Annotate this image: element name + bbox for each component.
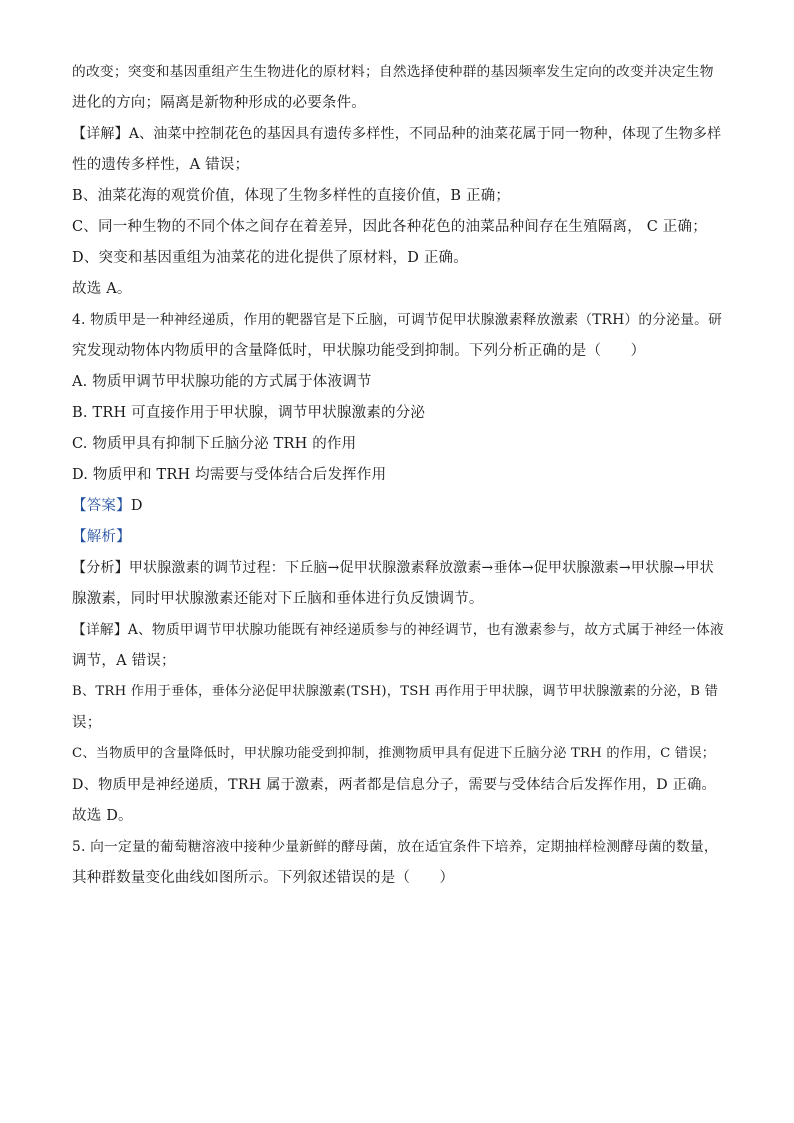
analysis-tail-line-1: 的改变；突变和基因重组产生生物进化的原材料；自然选择使种群的基因频率发生定向的改变并决定生物 (72, 64, 714, 80)
q4-analysis-line-2: 腺激素，同时甲状腺激素还能对下丘脑和垂体进行负反馈调节。 (72, 591, 484, 607)
prev-detail-d: D、突变和基因重组为油菜花的进化提供了原材料，D 正确。 (72, 250, 468, 266)
q4-detail-b-line-1: B、TRH 作用于垂体，垂体分泌促甲状腺激素(TSH)，TSH 再作用于甲状腺，调节甲状腺激素的分泌，B 错 (72, 684, 719, 699)
q4-stem-line-1: 4. 物质甲是一种神经递质，作用的靶器官是下丘脑，可调节促甲状腺激素释放激素（TRH）的分泌量。研 (72, 312, 723, 328)
q4-detail-a-line-1 (72, 620, 724, 640)
q4-stem-line-2: 究发现动物体内物质甲的含量降低时，甲状腺功能受到抑制。下列分析正确的是（ ） (72, 343, 646, 359)
q4-detail-b-line-2: 误； (72, 715, 102, 731)
explain-label: 【解析】 (72, 529, 131, 545)
prev-choice: 故选 A。 (72, 281, 132, 297)
q5-stem-line-1: 5. 向一定量的葡萄糖溶液中接种少量新鲜的酵母菌，放在适宜条件下培养，定期抽样检测酵母菌的数量， (72, 839, 718, 855)
q4-detail-label: 【详解】 (72, 622, 128, 638)
q5-stem-line-2: 其种群数量变化曲线如图所示。下列叙述错误的是（ ） (72, 870, 455, 886)
analysis-label: 【分析】 (72, 560, 129, 576)
q4-option-c: C. 物质甲具有抑制下丘脑分泌 TRH 的作用 (72, 436, 357, 452)
answer-label: 【答案】 (72, 498, 131, 514)
q4-analysis-line-1 (72, 558, 714, 578)
q4-detail-a-line-2: 调节，A 错误； (72, 653, 176, 669)
prev-detail-a-line-2: 性的遗传多样性，A 错误； (72, 157, 250, 173)
q4-explain-label (72, 527, 131, 547)
q4-option-a: A. 物质甲调节甲状腺功能的方式属于体液调节 (72, 374, 372, 390)
prev-detail-a-text-1: A、油菜中控制花色的基因具有遗传多样性，不同品种的油菜花属于同一物种，体现了生物多样 (128, 126, 722, 142)
answer-value: D (130, 498, 143, 514)
prev-detail-c: C、同一种生物的不同个体之间存在着差异，因此各种花色的油菜品种间存在生殖隔离， C 正确； (72, 219, 707, 235)
q4-choice: 故选 D。 (72, 808, 133, 824)
q4-option-b: B. TRH 可直接作用于甲状腺，调节甲状腺激素的分泌 (72, 405, 426, 421)
prev-detail-b: B、油菜花海的观赏价值，体现了生物多样性的直接价值，B 正确； (72, 188, 511, 204)
q4-analysis-text-1: 甲状腺激素的调节过程：下丘脑→促甲状腺激素释放激素→垂体→促甲状腺激素→甲状腺→甲状 (128, 560, 714, 576)
q4-option-d: D. 物质甲和 TRH 均需要与受体结合后发挥作用 (72, 467, 387, 483)
q4-detail-d: D、物质甲是神经递质，TRH 属于激素，两者都是信息分子，需要与受体结合后发挥作用，D 正确。 (72, 777, 716, 793)
analysis-tail-line-2: 进化的方向；隔离是新物种形成的必要条件。 (72, 95, 366, 111)
q4-answer-line (72, 496, 143, 516)
detail-label: 【详解】 (72, 126, 129, 142)
q4-detail-a-text-1: A、物质甲调节甲状腺功能既有神经递质参与的神经调节，也有激素参与，故方式属于神经一体液 (127, 622, 724, 638)
prev-detail-a-line-1 (72, 124, 721, 144)
q4-detail-c: C、当物质甲的含量降低时，甲状腺功能受到抑制，推测物质甲具有促进下丘脑分泌 TRH 的作用，C 错误； (72, 746, 716, 761)
